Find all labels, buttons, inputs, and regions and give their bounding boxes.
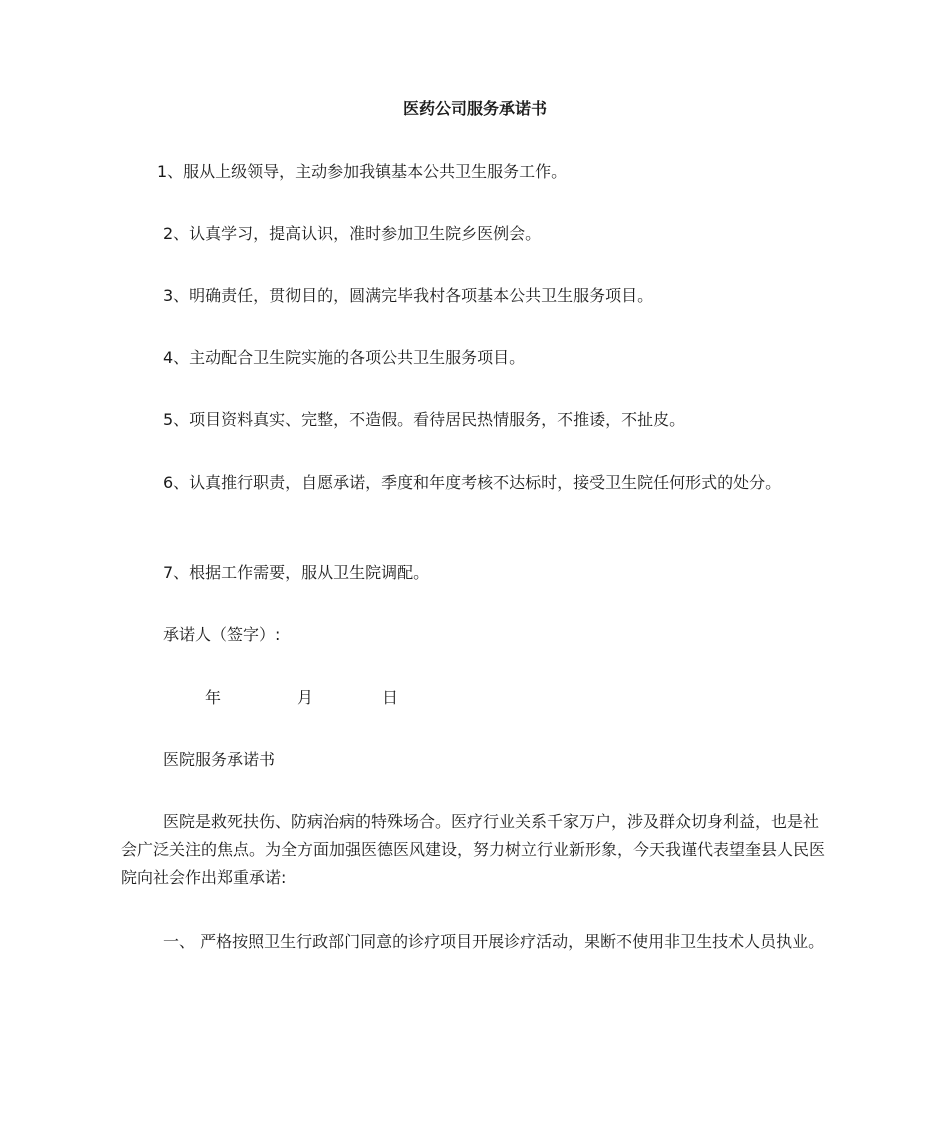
commitment-item-6: 6、认真推行职责，自愿承诺，季度和年度考核不达标时，接受卫生院任何形式的处分。 <box>163 473 782 492</box>
commitment-item-1: 1、服从上级领导，主动参加我镇基本公共卫生服务工作。 <box>157 162 568 181</box>
signature-label: 承诺人（签字）: <box>163 625 281 644</box>
date-month: 月 <box>297 688 314 707</box>
intro-paragraph: 医院是救死扶伤、防病治病的特殊场合。医疗行业关系千家万户，涉及群众切身利益，也是社会广泛关注的焦点。为全方面加强医德医风建设，努力树立行业新形象，今天我谨代表望奎县人民医院向社会作出郑重承诺: <box>121 812 826 887</box>
date-line <box>121 684 833 712</box>
commitment-item-2: 2、认真学习，提高认识，准时参加卫生院乡医例会。 <box>163 224 542 243</box>
commitment-item-4: 4、主动配合卫生院实施的各项公共卫生服务项目。 <box>163 348 526 367</box>
commitment-item-3: 3、明确责任，贯彻目的，圆满完毕我村各项基本公共卫生服务项目。 <box>163 286 654 305</box>
commitment-item-7: 7、根据工作需要，服从卫生院调配。 <box>163 563 430 582</box>
date-year: 年 <box>205 688 222 707</box>
commitment-item-5: 5、项目资料真实、完整，不造假。看待居民热情服务，不推诿，不扯皮。 <box>163 410 686 429</box>
date-day: 日 <box>382 688 399 707</box>
clause-1: 一、 严格按照卫生行政部门同意的诊疗项目开展诊疗活动，果断不使用非卫生技术人员执业。 <box>163 932 825 951</box>
second-document-title: 医院服务承诺书 <box>163 750 276 769</box>
document-title: 医药公司服务承诺书 <box>402 99 547 118</box>
